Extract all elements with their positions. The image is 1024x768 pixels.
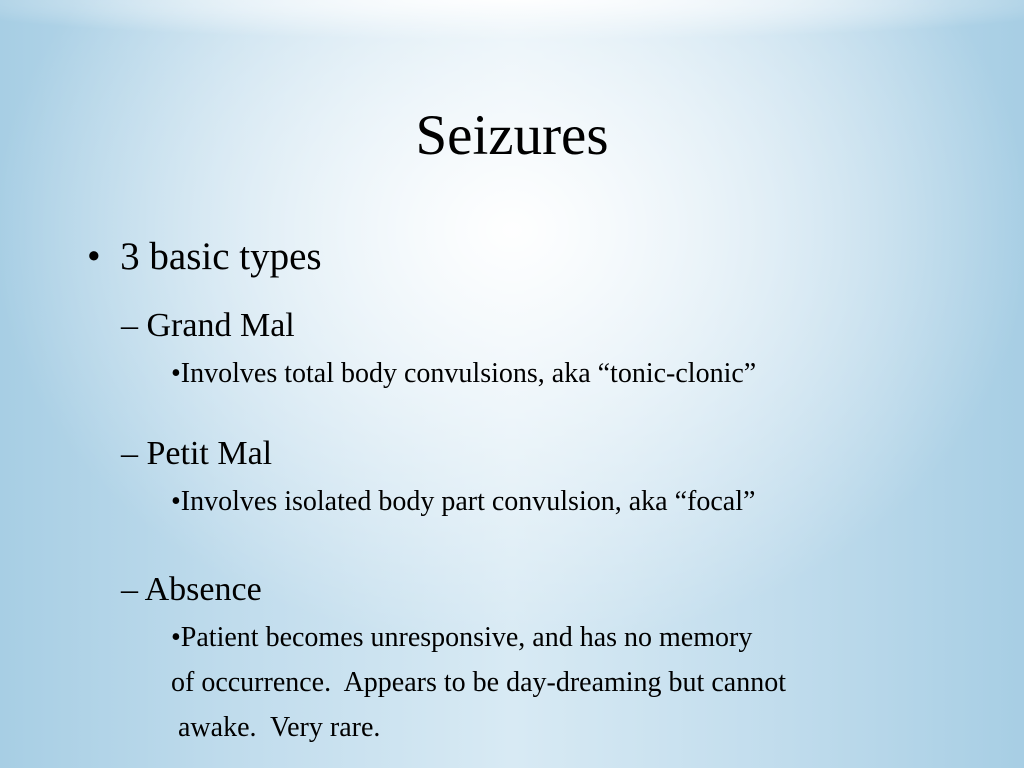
type-petit-mal-description: •Involves isolated body part convulsion, aka “focal” [171,486,756,517]
bullet-basic-types: • 3 basic types [87,235,322,278]
type-grand-mal-label: – Grand Mal [121,307,295,344]
type-absence-label: – Absence [121,571,262,608]
type-absence-description-line-2: of occurrence. Appears to be day-dreaming but cannot [171,667,786,698]
type-absence-description-line-1: •Patient becomes unresponsive, and has no memory [171,622,753,653]
type-petit-mal-label: – Petit Mal [121,435,273,472]
top-glow-decoration [0,0,1024,60]
slide-title: Seizures [415,104,609,167]
type-grand-mal-description: •Involves total body convulsions, aka “tonic-clonic” [171,358,757,389]
type-absence-description-line-3: awake. Very rare. [171,712,381,743]
